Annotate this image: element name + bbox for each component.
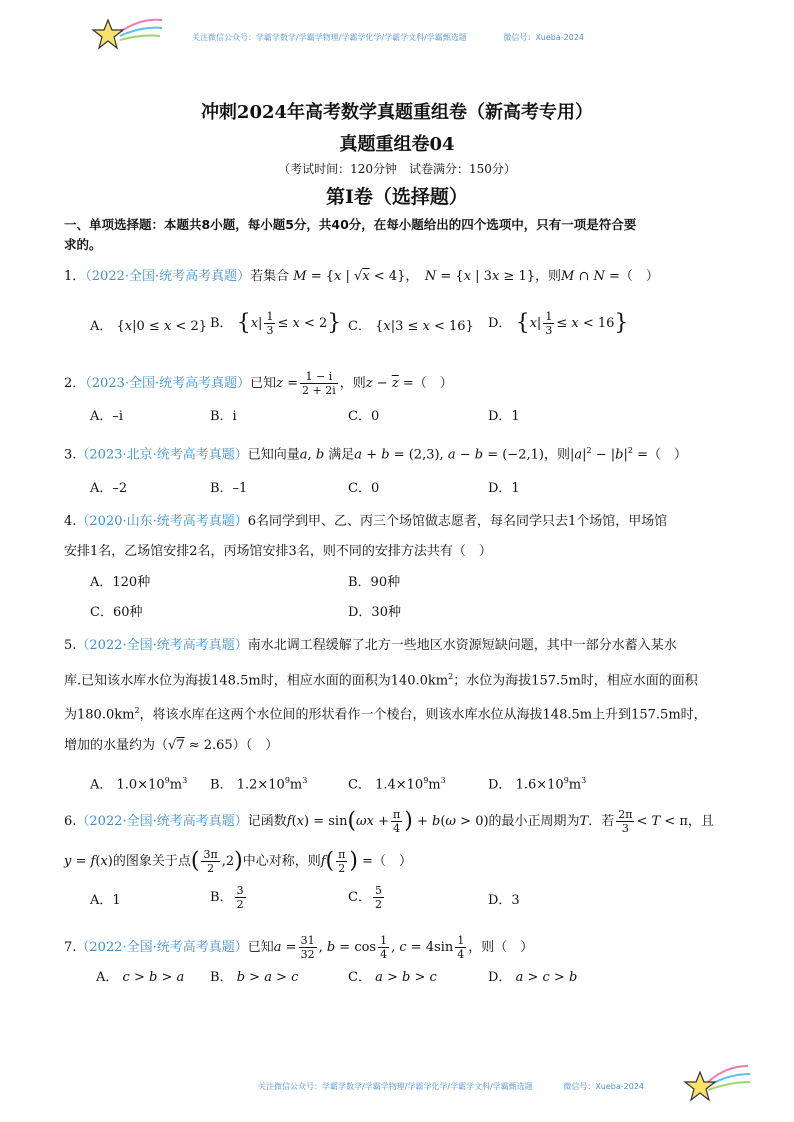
q6-option-b[interactable]: B． $\frac{3}{2}$ — [210, 884, 244, 911]
question-source: （2023·全国·统考高考真题） — [85, 376, 251, 391]
q3-option-b[interactable]: B．–1 — [210, 481, 248, 496]
question-5-line-1: 5.（2022·全国·统考高考真题）南水北调工程缓解了北方一些地区水资源短缺问题，其中一部分水蓄入某水 — [64, 638, 677, 653]
q2-option-c[interactable]: C．0 — [348, 409, 380, 424]
question-7-stem: 7.（2022·全国·统考高考真题）已知a = $\frac{31}{32}$ , b = cos $\frac{1}{4}$ , c = 4sin $\frac{1}{4}$ ，则（ ） — [64, 934, 534, 961]
part-title: 第I卷（选择题） — [326, 186, 468, 208]
question-source: （2022·全国·统考高考真题） — [76, 940, 248, 955]
q6-option-d[interactable]: D．3 — [488, 893, 520, 908]
header-follow-text: 关注微信公众号：学霸学数学/学霸学物理/学霸学化学/学霸学文科/学霸甄选题 — [192, 33, 467, 42]
q5-option-d[interactable]: D． $1.6\times 10^9m^3$ — [488, 776, 587, 793]
main-title: 冲刺2024年高考数学真题重组卷（新高考专用） — [200, 102, 594, 123]
q2-option-a[interactable]: A．–i — [90, 409, 124, 424]
footer-text — [258, 1081, 644, 1092]
q4-option-a[interactable]: A．120种 — [90, 575, 151, 590]
q3-option-c[interactable]: C．0 — [348, 481, 380, 496]
question-5-line-3: 为$180.0km^2$，将该水库在这两个水位间的形状看作一个棱台，则该水库水位从海拔148.5m上升到157.5m时， — [64, 706, 707, 723]
question-2-stem: 2．（2023·全国·统考高考真题）已知z = $\frac{1 - i}{2 + 2i}$ ，则$z - \overline{z}$ =（ ） — [64, 370, 453, 397]
q1-option-a[interactable]: A． {x|0 ≤ x < 2} — [90, 319, 207, 334]
question-1-stem: 1．（2022·全国·统考高考真题）若集合 M = {x | √x < 4}， N = {x | 3x ≥ 1}，则M ∩ N =（ ） — [64, 269, 659, 284]
question-4-line-1: 4.（2020·山东·统考高考真题）6名同学到甲、乙、丙三个场馆做志愿者，每名同学只去1个场馆，甲场馆 — [64, 514, 668, 529]
question-4-line-2: 安排1名，乙场馆安排2名，丙场馆安排3名，则不同的安排方法共有（ ） — [64, 544, 492, 559]
question-source: （2023·北京·统考高考真题） — [76, 447, 248, 463]
q7-option-b[interactable]: B． b > a > c — [210, 970, 299, 985]
q3-option-a[interactable]: A．–2 — [90, 481, 128, 496]
q2-option-b[interactable]: B．i — [210, 409, 237, 424]
q1-option-d[interactable]: D． {x| $\frac{1}{3}$ ≤ x < 16} — [488, 310, 629, 337]
q4-option-b[interactable]: B．90种 — [348, 575, 401, 590]
question-6-line-1: 6.（2022·全国·统考高考真题）记函数f(x) = sin(ωx + $\frac{\pi}{4}$ ) + b(ω > 0)的最小正周期为T．若 $\frac{2\pi}{3}$ < T < π，且 — [64, 808, 714, 835]
q2-option-d[interactable]: D．1 — [488, 409, 520, 424]
question-5-line-2: 库.已知该水库水位为海拔148.5m时，相应水面的面积为$140.0km^2$；水位为海拔157.5m时，相应水面的面积 — [64, 672, 698, 689]
question-3-stem: 3.（2023·北京·统考高考真题）已知向量a, b 满足a + b = (2,3), a − b = (−2,1)，则$|a|^2 - |b|^2$ =（ ） — [64, 446, 688, 463]
exam-info: （考试时间：120分钟 试卷满分：150分） — [278, 162, 516, 176]
question-6-line-2: y = f(x)的图象关于点( $\frac{3\pi}{2}$ ,2)中心对称，则f( $\frac{\pi}{2}$ ) =（ ） — [64, 848, 412, 875]
q5-option-a[interactable]: A． $1.0\times 10^9m^3$ — [90, 776, 188, 793]
question-5-line-4: 增加的水量约为（√7 ≈ 2.65）（ ） — [64, 738, 279, 753]
q6-option-a[interactable]: A．1 — [90, 893, 121, 908]
q5-option-c[interactable]: C． $1.4\times 10^9m^3$ — [348, 776, 446, 793]
q7-option-c[interactable]: C． a > b > c — [348, 970, 437, 985]
footer-follow-text: 关注微信公众号：学霸学数学/学霸学物理/学霸学化学/学霸学文科/学霸甄选题 — [258, 1082, 533, 1091]
star-logo-icon — [678, 1062, 752, 1106]
page-header — [0, 0, 794, 70]
section-line-1: 一、单项选择题：本题共8小题，每小题5分，共40分，在每小题给出的四个选项中，只有一项是符合要 — [64, 217, 637, 232]
header-text — [192, 32, 584, 43]
q4-option-d[interactable]: D．30种 — [348, 605, 401, 620]
q4-option-c[interactable]: C．60种 — [90, 605, 143, 620]
q1-option-b[interactable]: B． {x| $\frac{1}{3}$ ≤ x < 2} — [210, 310, 342, 337]
question-source: （2022·全国·统考高考真题） — [76, 638, 248, 653]
question-source: （2022·全国·统考高考真题） — [76, 814, 248, 829]
footer-wechat-id: 微信号：Xueba-2024 — [563, 1082, 645, 1091]
q7-option-a[interactable]: A． c > b > a — [96, 970, 185, 985]
header-wechat-id: 微信号：Xueba-2024 — [503, 33, 585, 42]
q6-option-c[interactable]: C． $\frac{5}{2}$ — [348, 884, 382, 911]
q3-option-d[interactable]: D．1 — [488, 481, 520, 496]
q5-option-b[interactable]: B． $1.2\times 10^9m^3$ — [210, 776, 308, 793]
q7-option-d[interactable]: D． a > c > b — [488, 970, 578, 985]
question-source: （2020·山东·统考高考真题） — [76, 514, 248, 529]
section-line-2: 求的。 — [64, 237, 102, 252]
sub-title: 真题重组卷04 — [339, 134, 455, 155]
star-logo-icon — [90, 14, 164, 58]
q1-option-c[interactable]: C． {x|3 ≤ x < 16} — [348, 319, 474, 334]
question-source: （2022·全国·统考高考真题） — [85, 269, 251, 284]
